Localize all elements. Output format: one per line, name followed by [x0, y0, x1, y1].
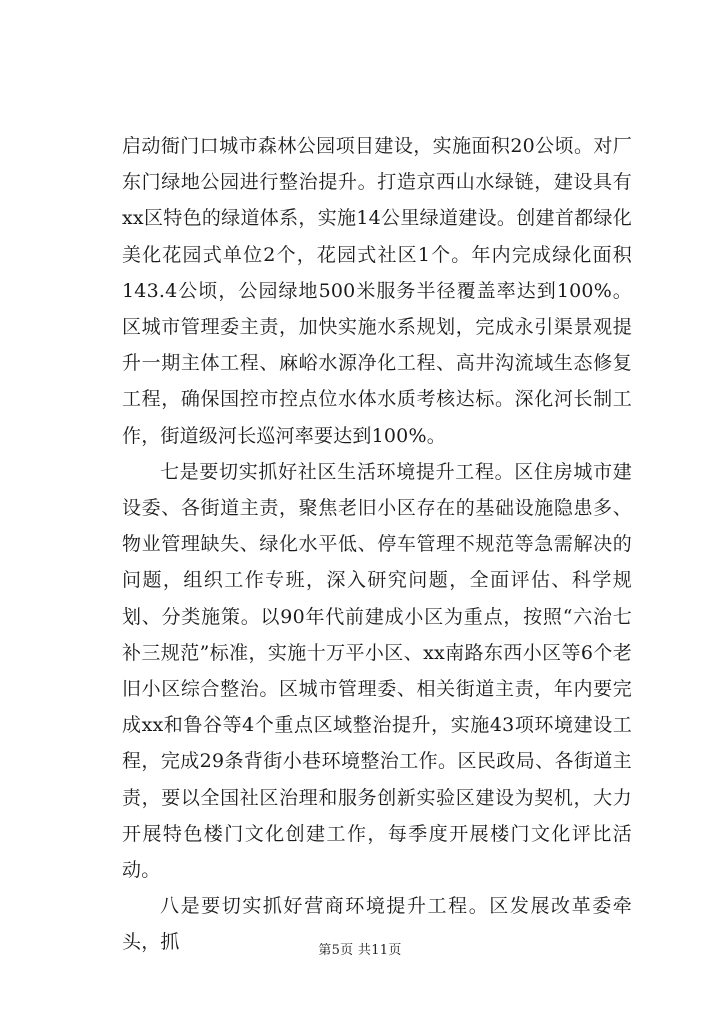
paragraph-business-environment: 八是要切实抓好营商环境提升工程。区发展改革委牵头，抓 — [122, 895, 632, 954]
paragraph-greening: 启动衙门口城市森林公园项目建设，实施面积20公顷。对厂东门绿地公园进行整治提升。打造京西山水绿链，建设具有xx区特色的绿道体系，实施14公里绿道建设。创建首都绿化美化花园式单位2个，花园式社区1个。年内完成绿化面积143.4公顷，公园绿地500米服务半径覆盖率达到100%。区城市管理委主责，加快实施水系规划，完成永引渠景观提升一期主体工程、麻峪水源净化工程、高井沟流域生态修复工程，确保国控市控点位水体水质考核达标。深化河长制工作，街道级河长巡河率要达到100%。 — [122, 135, 632, 447]
paragraph-community-environment: 七是要切实抓好社区生活环境提升工程。区住房城市建设委、各街道主责，聚焦老旧小区存在的基础设施隐患多、物业管理缺失、绿化水平低、停车管理不规范等急需解决的问题，组织工作专班，深入研究问题，全面评估、科学规划、分类施策。以90年代前建成小区为重点，按照“六治七补三规范”标准，实施十万平小区、xx南路东西小区等6个老旧小区综合整治。区城市管理委、相关街道主责，年内要完成xx和鲁谷等4个重点区域整治提升，实施43项环境建设工程，完成29条背街小巷环境整治工作。区民政局、各街道主责，要以全国社区治理和服务创新实验区建设为契机，大力开展特色楼门文化创建工作，每季度开展楼门文化评比活动。 — [122, 460, 632, 882]
page-footer: 第5页 共11页 — [318, 943, 402, 958]
body-text — [122, 128, 632, 961]
